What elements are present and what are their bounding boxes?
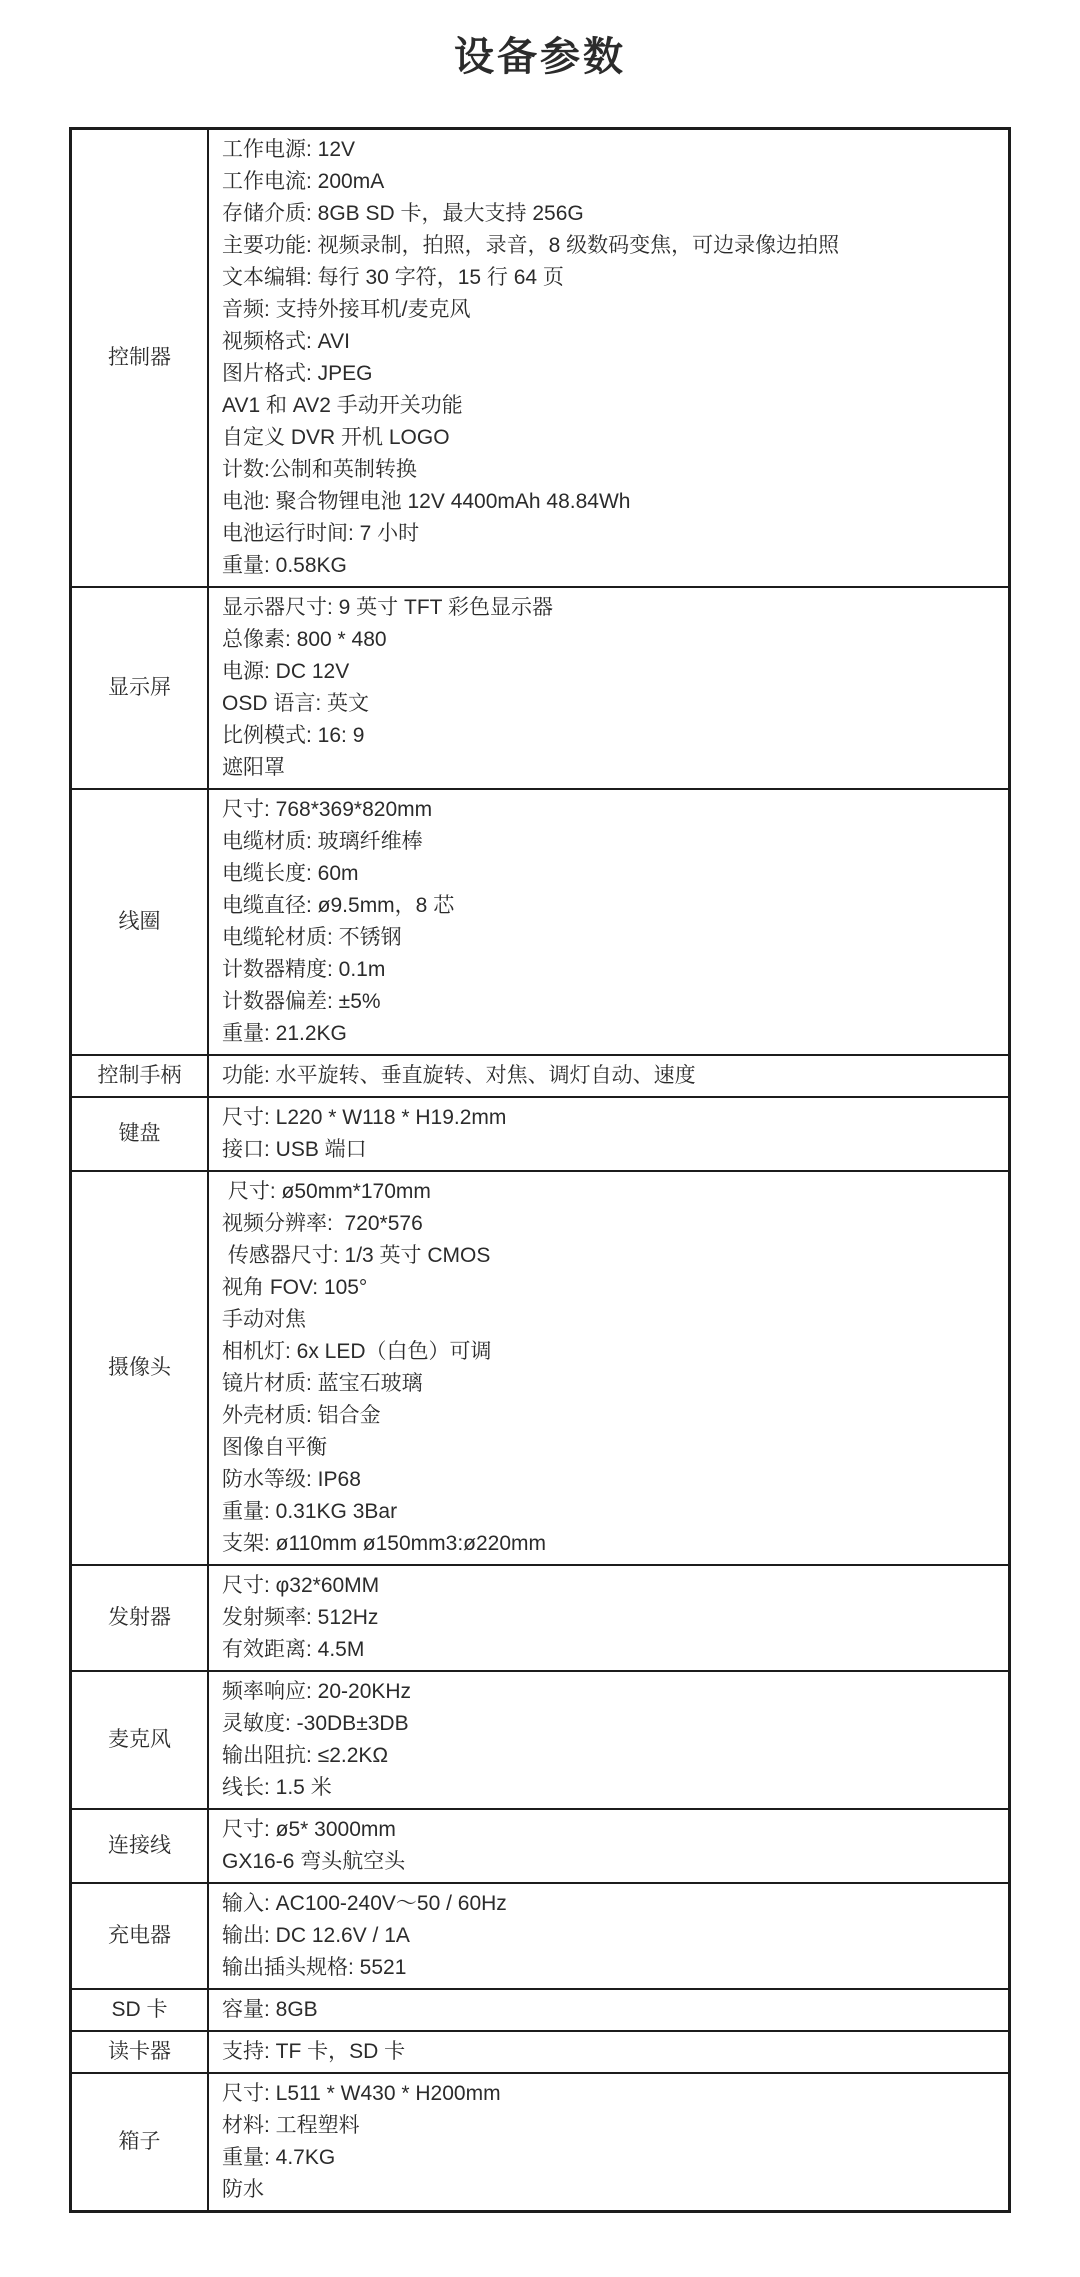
spec-line: 电缆材质: 玻璃纤维棒 (222, 830, 423, 853)
spec-line: 视频格式: AVI (222, 330, 350, 353)
row-content (208, 1171, 1010, 1565)
table-row (71, 1809, 1010, 1883)
row-content (208, 1565, 1010, 1671)
spec-line: 功能: 水平旋转、垂直旋转、对焦、调灯自动、速度 (222, 1064, 696, 1087)
spec-line: 存储介质: 8GB SD 卡，最大支持 256G (222, 202, 584, 225)
spec-line: 音频: 支持外接耳机/麦克风 (222, 298, 471, 321)
row-content (208, 1671, 1010, 1809)
spec-line: 镜片材质: 蓝宝石玻璃 (222, 1372, 423, 1395)
row-label: 控制手柄 (71, 1055, 209, 1097)
row-content (208, 1097, 1010, 1171)
spec-line: 传感器尺寸: 1/3 英寸 CMOS (222, 1244, 491, 1267)
spec-line: 自定义 DVR 开机 LOGO (222, 426, 450, 449)
row-label: 控制器 (71, 129, 209, 588)
row-label: 读卡器 (71, 2031, 209, 2073)
spec-line: 手动对焦 (222, 1308, 306, 1331)
spec-line: 输入: AC100-240V〜50 / 60Hz (222, 1892, 507, 1915)
spec-line: 电缆长度: 60m (222, 862, 359, 885)
row-content (208, 2073, 1010, 2212)
spec-line: 尺寸: ø5* 3000mm (222, 1818, 396, 1841)
spec-line: 图像自平衡 (222, 1436, 327, 1459)
table-row (71, 1671, 1010, 1809)
spec-line: 输出: DC 12.6V / 1A (222, 1924, 410, 1947)
spec-line: 总像素: 800 * 480 (222, 628, 387, 651)
spec-line: 尺寸: L511 * W430 * H200mm (222, 2082, 501, 2105)
spec-line: 重量: 4.7KG (222, 2146, 336, 2169)
row-content (208, 129, 1010, 588)
row-label: 箱子 (71, 2073, 209, 2212)
spec-line: 尺寸: L220 * W118 * H19.2mm (222, 1106, 507, 1129)
spec-line: 计数器偏差: ±5% (222, 990, 381, 1013)
spec-line: 防水等级: IP68 (222, 1468, 361, 1491)
spec-line: 工作电流: 200mA (222, 170, 385, 193)
spec-line: 尺寸: ø50mm*170mm (222, 1180, 431, 1203)
spec-line: 视频分辨率: 720*576 (222, 1212, 423, 1235)
spec-line: 输出插头规格: 5521 (222, 1956, 407, 1979)
spec-line: 电源: DC 12V (222, 660, 350, 683)
spec-line: 电缆直径: ø9.5mm，8 芯 (222, 894, 455, 917)
row-label: 连接线 (71, 1809, 209, 1883)
spec-line: 外壳材质: 铝合金 (222, 1404, 381, 1427)
spec-line: 支架: ø110mm ø150mm3:ø220mm (222, 1532, 547, 1555)
table-row (71, 789, 1010, 1055)
spec-line: 频率响应: 20-20KHz (222, 1680, 412, 1703)
spec-line: GX16-6 弯头航空头 (222, 1850, 406, 1873)
table-row (71, 2073, 1010, 2212)
spec-line: 支持: TF 卡，SD 卡 (222, 2040, 406, 2063)
row-content (208, 1809, 1010, 1883)
table-row (71, 1171, 1010, 1565)
spec-line: 重量: 21.2KG (222, 1022, 347, 1045)
table-row (71, 2031, 1010, 2073)
table-row (71, 1055, 1010, 1097)
row-label: 键盘 (71, 1097, 209, 1171)
spec-line: OSD 语言: 英文 (222, 692, 370, 715)
spec-table (69, 127, 1011, 2213)
spec-line: 线长: 1.5 米 (222, 1776, 332, 1799)
spec-line: 尺寸: φ32*60MM (222, 1574, 380, 1597)
row-label: 线圈 (71, 789, 209, 1055)
row-content (208, 1055, 1010, 1097)
spec-line: 图片格式: JPEG (222, 362, 373, 385)
spec-line: 材料: 工程塑料 (222, 2114, 360, 2137)
row-label: 摄像头 (71, 1171, 209, 1565)
spec-line: 主要功能: 视频录制，拍照，录音，8 级数码变焦，可边录像边拍照 (222, 234, 840, 257)
spec-line: 计数器精度: 0.1m (222, 958, 386, 981)
spec-line: 相机灯: 6x LED（白色）可调 (222, 1340, 492, 1363)
page-title: 设备参数 (454, 35, 626, 79)
spec-line: 灵敏度: -30DB±3DB (222, 1712, 409, 1735)
row-content (208, 587, 1010, 789)
row-label: 麦克风 (71, 1671, 209, 1809)
table-row (71, 1097, 1010, 1171)
spec-line: 遮阳罩 (222, 756, 285, 779)
spec-line: 输出阻抗: ≤2.2KΩ (222, 1744, 389, 1767)
table-row (71, 1883, 1010, 1989)
row-content (208, 789, 1010, 1055)
spec-line: 文本编辑: 每行 30 字符，15 行 64 页 (222, 266, 564, 289)
spec-line: 电缆轮材质: 不锈钢 (222, 926, 402, 949)
row-label: SD 卡 (71, 1989, 209, 2031)
spec-line: 接口: USB 端口 (222, 1138, 367, 1161)
table-row (71, 587, 1010, 789)
spec-line: 电池: 聚合物锂电池 12V 4400mAh 48.84Wh (222, 490, 631, 513)
spec-line: 电池运行时间: 7 小时 (222, 522, 420, 545)
table-row (71, 1989, 1010, 2031)
spec-line: 重量: 0.58KG (222, 554, 347, 577)
row-content (208, 1883, 1010, 1989)
spec-line: 防水 (222, 2178, 264, 2201)
spec-line: 比例模式: 16: 9 (222, 724, 365, 747)
spec-line: 显示器尺寸: 9 英寸 TFT 彩色显示器 (222, 596, 553, 619)
spec-line: AV1 和 AV2 手动开关功能 (222, 394, 463, 417)
spec-line: 尺寸: 768*369*820mm (222, 798, 433, 821)
row-label: 发射器 (71, 1565, 209, 1671)
spec-line: 有效距离: 4.5M (222, 1638, 365, 1661)
row-label: 显示屏 (71, 587, 209, 789)
spec-line: 视角 FOV: 105° (222, 1276, 368, 1299)
row-content (208, 1989, 1010, 2031)
table-row (71, 1565, 1010, 1671)
row-label: 充电器 (71, 1883, 209, 1989)
row-content (208, 2031, 1010, 2073)
spec-line: 计数:公制和英制转换 (222, 458, 417, 481)
spec-table-body (71, 129, 1010, 2212)
spec-line: 容量: 8GB (222, 1998, 318, 2021)
table-row (71, 129, 1010, 588)
spec-line: 发射频率: 512Hz (222, 1606, 379, 1629)
spec-line: 工作电源: 12V (222, 138, 356, 161)
spec-line: 重量: 0.31KG 3Bar (222, 1500, 398, 1523)
